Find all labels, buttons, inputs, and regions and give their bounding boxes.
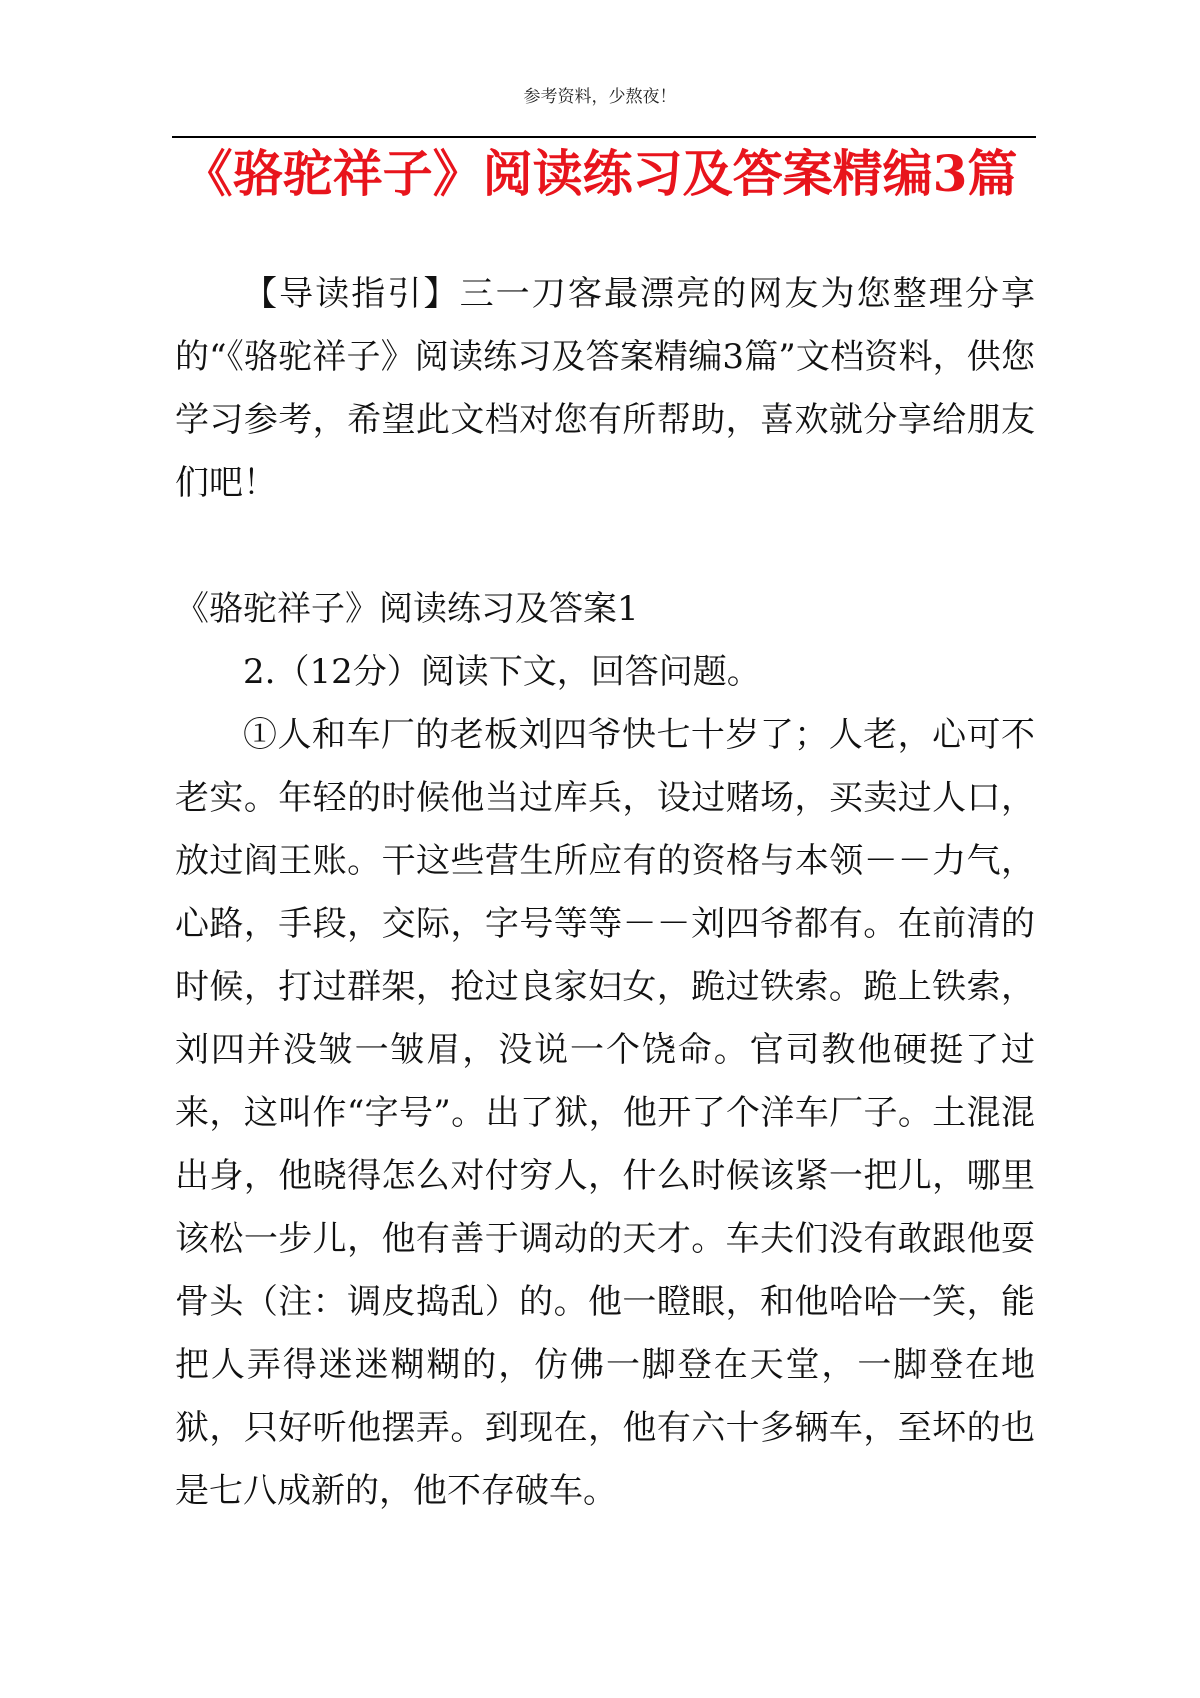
passage-paragraph: ①人和车厂的老板刘四爷快七十岁了；人老，心可不老实。年轻的时候他当过库兵，设过赌场，买卖过人口，放过阎王账。干这些营生所应有的资格与本领－－力气，心路，手段，交际，字号等等－－刘四爷都有。在前清的时候，打过群架，抢过良家妇女，跪过铁索。跪上铁索，刘四并没皱一皱眉，没说一个饶命。官司教他硬挺了过来，这叫作“字号”。出了狱，他开了个洋车厂子。土混混出身，他晓得怎么对付穷人，什么时候该紧一把儿，哪里该松一步儿，他有善于调动的天才。车夫们没有敢跟他耍骨头（注：调皮捣乱）的。他一瞪眼，和他哈哈一笑，能把人弄得迷迷糊糊的，仿佛一脚登在天堂，一脚登在地狱，只好听他摆弄。到现在，他有六十多辆车，至坏的也是七八成新的，他不存破车。 [175,715,1035,1511]
document-title: 《骆驼祥子》阅读练习及答案精编3篇 [182,144,1018,203]
intro-paragraph: 【导读指引】三一刀客最漂亮的网友为您整理分享的“《骆驼祥子》阅读练习及答案精编3篇”文档资料，供您学习参考，希望此文档对您有所帮助，喜欢就分享给朋友们吧！ [175,274,1035,503]
question-line: 2.（12分）阅读下文，回答问题。 [243,652,761,692]
section-heading: 《骆驼祥子》阅读练习及答案1 [175,589,639,629]
header-note: 参考资料，少熬夜！ [523,87,677,107]
header-divider [172,136,1036,138]
